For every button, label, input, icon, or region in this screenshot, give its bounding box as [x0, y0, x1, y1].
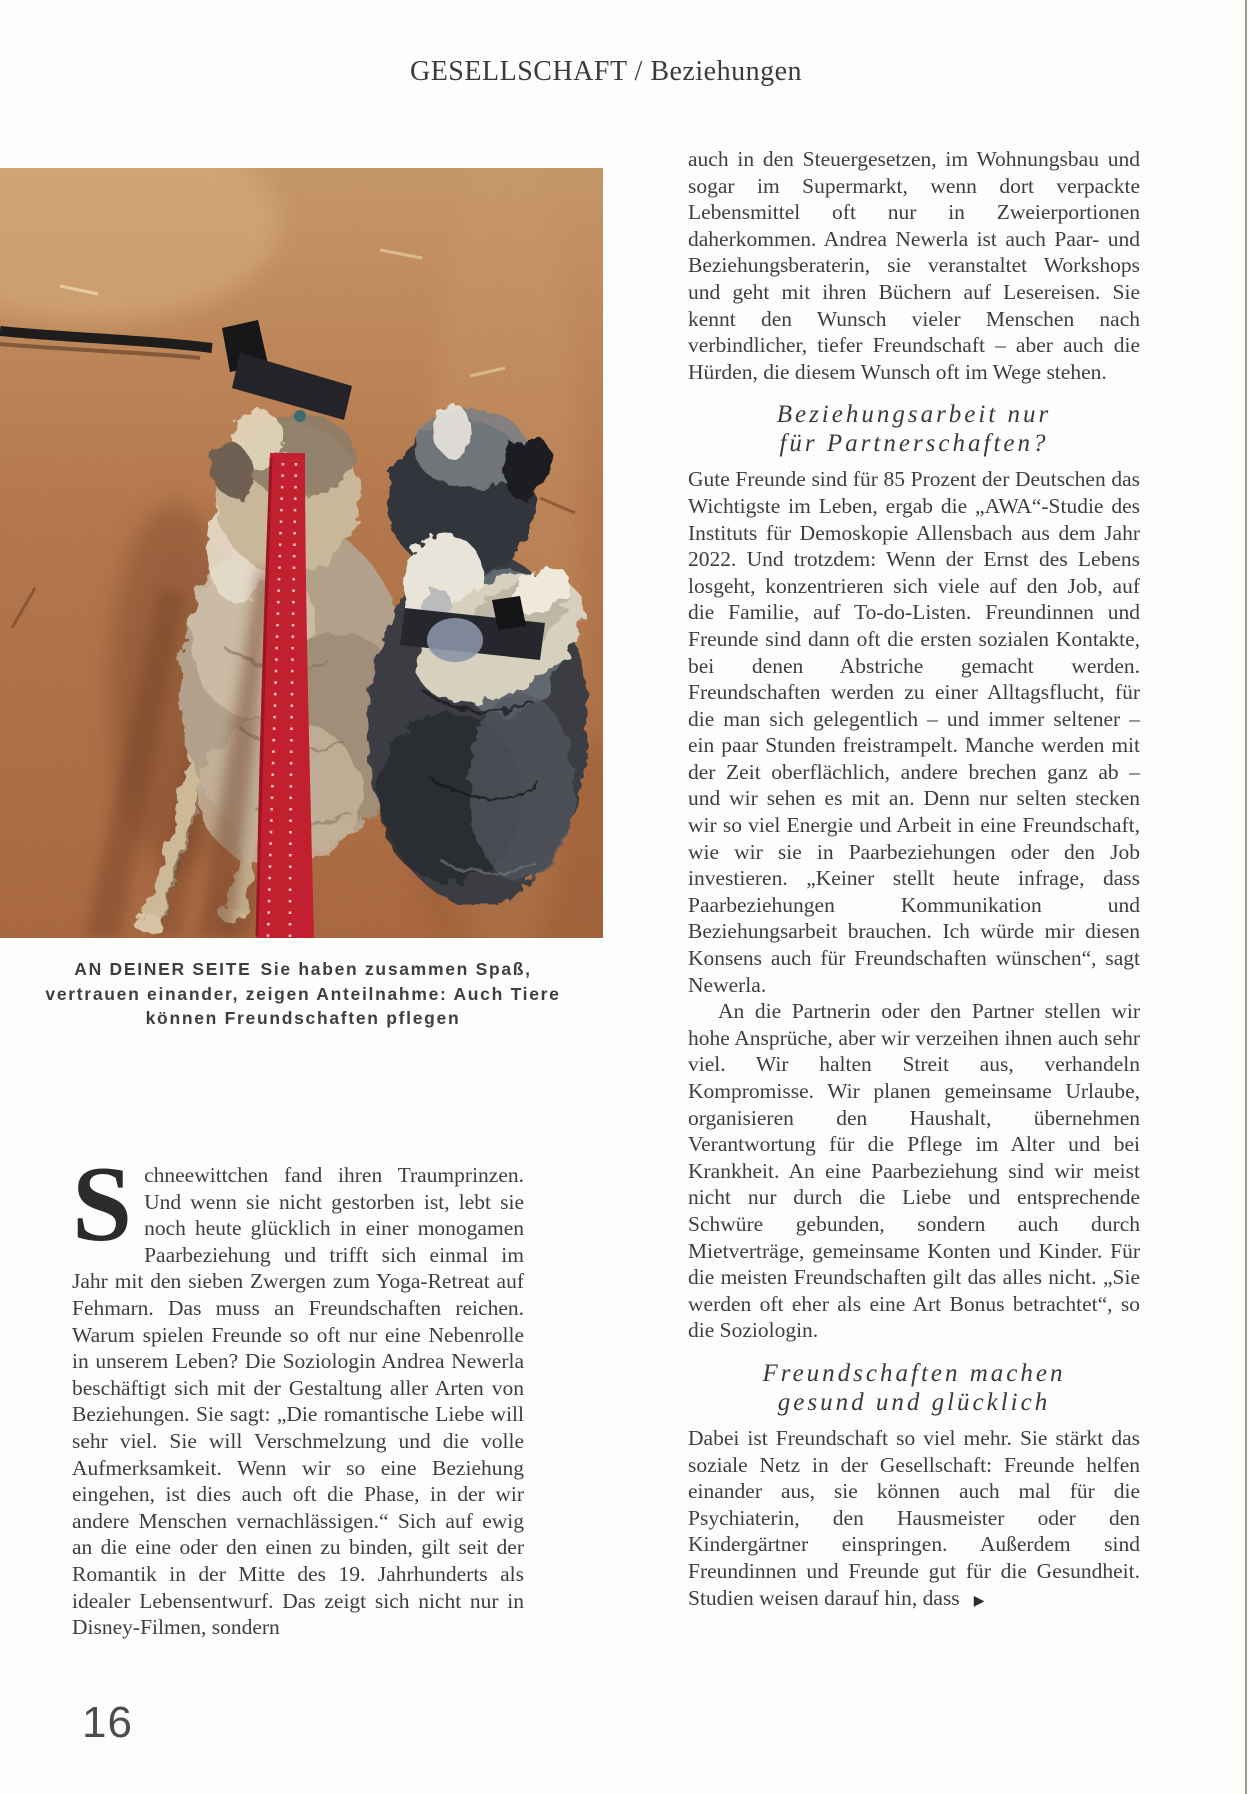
continuation-arrow-icon: ▶ — [973, 1592, 985, 1609]
article-column-left — [72, 1145, 524, 1641]
lead-paragraph: Schneewittchen fand ihren Traumprinzen. Und wenn sie nicht gestorben ist, lebt sie noch heute glücklich in einer monogamen Paarbeziehung und trifft sich einmal im Jahr mit den sieben Zwergen zum Yoga-Retreat auf Fehmarn. Das muss an Freundschaften reichen. Warum spielen Freunde so oft nur eine Nebenrolle in unserem Leben? Die Soziologin Andrea Newerla beschäftigt sich mit der Gestaltung aller Arten von Beziehungen. Sie sagt: „Die romantische Liebe will sehr viel. Sie will Verschmelzung und die volle Aufmerksamkeit. Wenn wir so eine Beziehung eingehen, ist dies auch oft die Phase, in der wir andere Menschen vernachlässigen.“ Sich auf ewig an die eine oder den einen zu binden, gilt seit der Romantik in der Mitte des 19. Jahrhunderts als idealer Lebensentwurf. Das zeigt sich nicht nur in Disney-Filmen, sondern — [72, 1145, 524, 1640]
paragraph-3: An die Partnerin oder den Partner stellen wir hohe Ansprüche, aber wir verzeihen ihnen auch sehr viel. Wir halten Streit aus, verhandeln Kompromisse. Wir planen gemeinsame Urlaube, organisieren den Haushalt, übernehmen Verantwortung für die Pflege im Alter und bei Krankheit. An eine Paarbeziehung sind wir meist nicht nur durch die Liebe und entsprechende Schwüre gebunden, sondern auch durch Mietverträge, gemeinsame Konten und Kinder. Für die meisten Freundschaften gilt das alles nicht. „Sie werden oft eher als eine Art Bonus betrachtet“, so die Soziologin. — [688, 999, 1140, 1343]
article-column-right — [688, 146, 1140, 1614]
section-header: GESELLSCHAFT / Beziehungen — [409, 56, 802, 87]
paragraph-1: auch in den Steuergesetzen, im Wohnungsbau und sogar im Supermarkt, wenn dort verpackte Lebensmittel oft nur in Zweierportionen daherkommen. Andrea Newerla ist auch Paar- und Beziehungsberaterin, sie veranstaltet Workshops und geht mit ihren Büchern auf Lesereisen. Sie kennt den Wunsch vieler Menschen nach verbindlicher, tiefer Freundschaft – aber auch die Hürden, die diesem Wunsch oft im Wege stehen. — [688, 147, 1140, 384]
paragraph-2: Gute Freunde sind für 85 Prozent der Deutschen das Wichtigste im Leben, ergab die „AWA“-Studie des Instituts für Demoskopie Allensbach aus dem Jahr 2022. Und trotzdem: Wenn der Ernst des Lebens losgeht, konzentrieren sich viele auf den Job, auf die Familie, auf To-do-Listen. Freundinnen und Freunde sind dann oft die ersten sozialen Kontakte, bei denen Abstriche gemacht werden. Freundschaften werden zu einer Alltagsflucht, für die man sich gelegentlich – und immer seltener – ein paar Stunden freistrampelt. Manche werden mit der Zeit oberflächlich, andere brechen ganz ab – und wir sehen es mit an. Denn nur selten stecken wir so viel Energie und Arbeit in eine Freundschaft, wie wir sie in Paarbeziehungen oder den Job investieren. „Keiner stellt heute infrage, dass Paarbeziehungen Kommunikation und Beziehungsarbeit brauchen. Ich würde mir diesen Konsens auch für Freundschaften wünschen“, sagt Newerla. — [688, 467, 1140, 997]
drop-cap: S — [72, 1145, 133, 1264]
page-edge-line — [1245, 0, 1247, 1794]
subheading-2: Freundschaften machen gesund und glücklich — [762, 1359, 1066, 1416]
photo-caption — [33, 957, 573, 1031]
paragraph-4: Dabei ist Freundschaft so viel mehr. Sie stärkt das soziale Netz in der Gesellschaft: Freunde helfen einander aus, sie können auch mal für die Psychiaterin, den Hausmeister oder den Kindergärtner einspringen. Außerdem sind Freundinnen und Freunde gut für die Gesundheit. Studien weisen darauf hin, dass ▶ — [688, 1425, 1140, 1610]
dogs-photo-illustration — [0, 168, 603, 938]
subheading-1: Beziehungsarbeit nur für Partnerschaften? — [776, 401, 1052, 458]
caption-lead: AN DEINER SEITE — [74, 959, 252, 979]
page-number: 16 — [82, 1698, 133, 1747]
caption-text: Sie haben zusammen Spaß, vertrauen einander, zeigen Anteilnahme: Auch Tiere können Freundschaften pflegen — [45, 959, 561, 1029]
article-photo — [0, 168, 603, 938]
